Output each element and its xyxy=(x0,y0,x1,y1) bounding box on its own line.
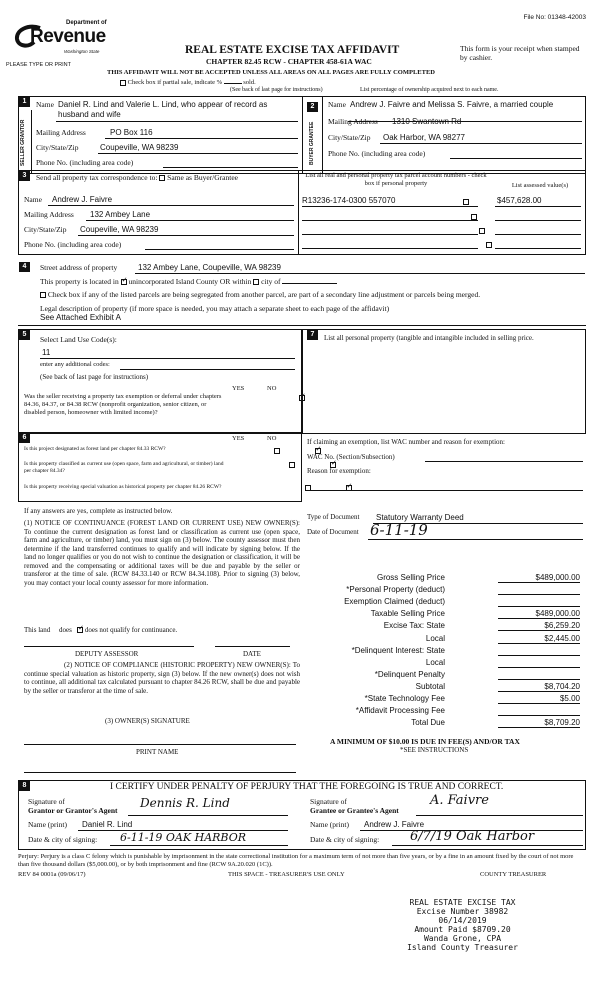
buyer-phone-label: Phone No. (including area code) xyxy=(328,149,426,158)
seller-name-field[interactable]: Daniel R. Lind and Valerie L. Lind, who appear of record as husband and wife xyxy=(58,100,268,119)
seller-city-field[interactable]: Coupeville, WA 98239 xyxy=(100,143,179,152)
fee-label: Local xyxy=(425,657,445,667)
fee-label: *Affidavit Processing Fee xyxy=(355,706,445,716)
reason-field[interactable] xyxy=(307,490,583,491)
reason-label: Reason for exemption: xyxy=(307,467,371,475)
fee-value-field[interactable] xyxy=(498,706,580,716)
additional-codes-field[interactable] xyxy=(120,369,295,370)
partial-sale-label: Check box if partial sale, indicate % xyxy=(127,79,223,86)
fee-value-field[interactable]: $6,259.20 xyxy=(498,621,580,631)
deputy-date-line[interactable] xyxy=(215,646,290,647)
form-chapter: CHAPTER 82.45 RCW - CHAPTER 458-61A WAC xyxy=(206,57,372,66)
grantor-date-label: Date & city of signing: xyxy=(28,835,98,844)
buyer-city-label: City/State/Zip xyxy=(328,133,371,142)
correspondence-name-label: Name xyxy=(24,195,42,204)
current-use-question: Is this property classified as current use (open space, farm and agricultural, or timber) land per chapter 84.34? xyxy=(24,461,224,474)
treasurer-use-label: THIS SPACE - TREASURER'S USE ONLY xyxy=(228,871,345,878)
land-use-see-back: (See back of last page for instructions) xyxy=(40,373,149,381)
street-address-label: Street address of property xyxy=(40,263,118,272)
stamp-excise-number: Excise Number 38982 xyxy=(416,907,509,916)
partial-sale-row xyxy=(120,79,256,86)
fee-row xyxy=(310,646,580,656)
deputy-assessor-line[interactable] xyxy=(24,646,194,647)
fee-label: Subtotal xyxy=(415,681,445,691)
minimum-fee-note: A MINIMUM OF $10.00 IS DUE IN FEE(S) AND/OR TAX xyxy=(330,737,520,746)
s6-no-header: NO xyxy=(267,435,277,442)
receipt-note: This form is your receipt when stamped by cashier. xyxy=(460,44,580,62)
city-of-label: city of xyxy=(261,277,281,286)
correspondence-label: Send all property tax correspondence to: xyxy=(36,173,158,182)
grantee-name-label: Name (print) xyxy=(310,820,349,829)
fee-row xyxy=(310,634,580,644)
fee-label: Exemption Claimed (deduct) xyxy=(344,597,445,607)
fee-row xyxy=(310,682,580,692)
personal-property-checkbox-4[interactable] xyxy=(486,242,492,248)
unincorporated-checkbox[interactable] xyxy=(121,279,127,285)
fee-row xyxy=(310,621,580,631)
section-7-number: 7 xyxy=(307,330,318,340)
deputy-assessor-label: DEPUTY ASSESSOR xyxy=(75,650,139,658)
segregated-checkbox[interactable] xyxy=(40,292,46,298)
form-warning: THIS AFFIDAVIT WILL NOT BE ACCEPTED UNLESS ALL AREAS ON ALL PAGES ARE FULLY COMPLETED xyxy=(107,69,435,76)
deferral-question: Was the seller receiving a property tax exemption or deferral under chapters 84.36, 84.37, or 84.38 RCW (nonprofit organization, senior citizen, or disabled person, homeowner with limited income)? xyxy=(24,393,222,416)
buyer-grantee-label: BUYER GRANTEE xyxy=(309,121,315,165)
fee-row xyxy=(310,706,580,716)
sold-label: sold. xyxy=(243,79,256,86)
segregated-row xyxy=(40,290,480,299)
fee-row xyxy=(310,573,580,583)
additional-codes-label: enter any additional codes: xyxy=(40,361,110,368)
notice-of-continuance: (1) NOTICE OF CONTINUANCE (FOREST LAND OR CURRENT USE) NEW OWNER(S): To continue the current designation as forest land or classification as current use (open space, farm and agriculture, or timber) land, you must sign on (3) below. The county assessor must then determine if the land transferred continues to qualify and will indicate by signing below. If the land no longer qualifies or you do not wish to continue the designation or classification, it will be removed and the compensating or additional taxes will be due and payable by the seller or transferor at the time of sale. (RCW 84.33.140 or RCW 84.34.108). Prior to signing (3) below, you may contact your local county assessor for more information. xyxy=(24,519,300,587)
fee-row xyxy=(310,694,580,704)
correspondence-phone-field[interactable] xyxy=(145,249,294,250)
correspondence-city-label: City/State/Zip xyxy=(24,225,67,234)
buyer-name-field[interactable]: Andrew J. Faivre and Melissa S. Faivre, a married couple xyxy=(350,100,554,109)
percentage-note: List percentage of ownership acquired next to each name. xyxy=(360,87,499,93)
treasurer-stamp xyxy=(380,898,545,952)
fee-value-field[interactable] xyxy=(498,670,580,680)
seller-mailing-label: Mailing Address xyxy=(36,128,86,137)
section-7-block xyxy=(302,329,586,434)
seller-name-label: Name xyxy=(36,100,54,109)
correspondence-row xyxy=(36,173,238,182)
grantee-date-field[interactable]: 6/7/19 Oak Harbor xyxy=(410,829,535,844)
correspondence-name-field[interactable]: Andrew J. Faivre xyxy=(52,195,113,204)
fee-label: *Delinquent Interest: State xyxy=(351,645,445,655)
form-title: REAL ESTATE EXCISE TAX AFFIDAVIT xyxy=(185,44,400,56)
unincorporated-label: unincorporated Island County OR within xyxy=(128,277,252,286)
historic-question: Is this property receiving special valuation as historical property per chapter 84.26 RCW? xyxy=(24,484,222,490)
logo-state-text: Washington State xyxy=(64,49,100,54)
assessed-value-1[interactable]: $457,628.00 xyxy=(497,196,542,205)
grantor-name-field[interactable]: Daniel R. Lind xyxy=(82,820,133,829)
fee-row xyxy=(310,609,580,619)
if-yes-note: If any answers are yes, complete as instructed below. xyxy=(24,507,173,515)
buyer-mailing-label: Mailing Address xyxy=(328,117,378,126)
qualify-does-not-checkbox[interactable] xyxy=(77,627,83,633)
logo-dept-line: Department of xyxy=(66,20,107,26)
correspondence-mailing-field[interactable]: 132 Ambey Lane xyxy=(90,210,151,219)
legal-description-label: Legal description of property (if more space is needed, you may attach a separate sheet to each page of the affidavit) xyxy=(40,304,390,313)
stamp-treasurer-name: Wanda Grone, CPA xyxy=(423,934,502,943)
doc-type-field[interactable]: Statutory Warranty Deed xyxy=(376,513,464,522)
grantor-agent-label: Grantor or Grantor's Agent xyxy=(28,806,118,815)
file-number: File No: 01348-42003 xyxy=(523,14,586,21)
fee-value-field[interactable]: $489,000.00 xyxy=(498,573,580,583)
fee-label: *Delinquent Penalty xyxy=(374,669,445,679)
correspondence-mailing-label: Mailing Address xyxy=(24,210,74,219)
fee-label: Total Due xyxy=(411,718,445,728)
fee-value-field[interactable] xyxy=(498,597,580,607)
buyer-mailing-field[interactable]: 1310 Swantown Rd xyxy=(392,117,462,126)
forest-yes-checkbox[interactable] xyxy=(274,448,280,454)
fee-row xyxy=(310,585,580,595)
s5-yes-header: YES xyxy=(232,385,245,392)
section-5-block xyxy=(18,329,302,434)
fee-row xyxy=(310,597,580,607)
print-name-label: PRINT NAME xyxy=(136,748,179,756)
parcel-header: List all real and personal property tax parcel account numbers - check box if personal property xyxy=(305,172,487,187)
department-of-revenue-logo xyxy=(14,20,114,60)
fee-label: *State Technology Fee xyxy=(364,694,445,703)
city-of-field[interactable] xyxy=(282,283,337,284)
location-row xyxy=(40,277,337,286)
deputy-date-label: DATE xyxy=(243,650,261,658)
certify-statement: I CERTIFY UNDER PENALTY OF PERJURY THAT THE FOREGOING IS TRUE AND CORRECT. xyxy=(110,782,504,792)
section-1-number: 1 xyxy=(19,97,30,107)
grantor-date-field[interactable]: 6-11-19 OAK HARBOR xyxy=(120,831,247,844)
fee-value-field[interactable]: $2,445.00 xyxy=(498,634,580,644)
fee-row xyxy=(310,658,580,668)
grantee-signature[interactable]: A. Faivre xyxy=(430,793,489,808)
form-revision: REV 84 0001a (09/06/17) xyxy=(18,871,86,878)
fee-value-field[interactable]: $5.00 xyxy=(498,694,580,704)
buyer-phone-field[interactable] xyxy=(450,158,582,159)
qualify-row xyxy=(24,626,177,634)
section-4-number: 4 xyxy=(19,262,30,272)
fee-value-field[interactable]: $489,000.00 xyxy=(498,609,580,619)
stamp-title: REAL ESTATE EXCISE TAX xyxy=(409,898,516,907)
buyer-city-field[interactable]: Oak Harbor, WA 98277 xyxy=(383,133,465,142)
exemption-label: If claiming an exemption, list WAC number and reason for exemption: xyxy=(307,438,505,446)
s6-yes-header: YES xyxy=(232,435,245,442)
grantee-date-label: Date & city of signing: xyxy=(310,835,380,844)
fee-value-field[interactable] xyxy=(498,585,580,595)
this-land-label: This land xyxy=(24,626,51,634)
s5-no-header: NO xyxy=(267,385,277,392)
print-name-line[interactable] xyxy=(24,772,296,773)
wac-field[interactable] xyxy=(425,461,583,462)
grantee-agent-label: Grantee or Grantee's Agent xyxy=(310,806,399,815)
fee-label: Excise Tax: State xyxy=(383,621,445,631)
seller-mailing-field[interactable]: PO Box 116 xyxy=(110,128,153,137)
grantor-signature-label: Signature of xyxy=(28,797,65,806)
segregated-label: Check box if any of the listed parcels are being segregated from another parcel, are part of a secondary line adjustment or parcels being merged. xyxy=(47,290,481,299)
forest-land-question: Is this project designated as forest land per chapter 84.33 RCW? xyxy=(24,446,166,452)
personal-property-label: List all personal property (tangible and intangible included in selling price. xyxy=(324,334,534,342)
correspondence-phone-label: Phone No. (including area code) xyxy=(24,240,122,249)
personal-property-checkbox-1[interactable] xyxy=(463,199,469,205)
fee-row xyxy=(310,670,580,680)
same-as-buyer-checkbox[interactable] xyxy=(159,175,165,181)
section-8-number: 8 xyxy=(19,781,30,791)
county-treasurer-label: COUNTY TREASURER xyxy=(480,871,547,878)
fee-label: *Personal Property (deduct) xyxy=(346,585,445,595)
section-6-number: 6 xyxy=(19,433,30,443)
perjury-notice: Perjury: Perjury is a class C felony which is punishable by imprisonment in the state correctional institution for a maximum term of not more than five years, or by a fine in an amount fixed by the court of not more than five thousand dollars ($5,000.00), or by both imprisonment and fine (RCW 9A.20.020 (1C)). xyxy=(18,853,574,868)
fee-value-field[interactable]: $8,704.20 xyxy=(498,682,580,692)
fee-label: Local xyxy=(425,633,445,643)
fee-value-field[interactable]: $8,709.20 xyxy=(498,718,580,728)
please-type-note: PLEASE TYPE OR PRINT xyxy=(6,62,72,68)
grantee-name-field[interactable]: Andrew J. Faivre xyxy=(364,820,425,829)
section-5-number: 5 xyxy=(19,330,30,340)
assessed-header: List assessed value(s) xyxy=(511,182,569,189)
stamp-treasurer-title: Island County Treasurer xyxy=(407,943,518,952)
fee-value-field[interactable] xyxy=(498,658,580,668)
legal-description-field[interactable]: See Attached Exhibit A xyxy=(40,313,121,322)
city-checkbox[interactable] xyxy=(253,279,259,285)
section-3-number: 3 xyxy=(19,171,30,181)
personal-property-checkbox-3[interactable] xyxy=(479,228,485,234)
land-use-code-field[interactable]: 11 xyxy=(42,348,51,357)
grantor-signature[interactable]: Dennis R. Lind xyxy=(140,796,230,810)
stamp-amount-paid: Amount Paid $8709.20 xyxy=(414,925,511,934)
grantee-signature-label: Signature of xyxy=(310,797,347,806)
owner-signature-label: (3) OWNER(S) SIGNATURE xyxy=(105,717,190,725)
same-as-buyer-label: Same as Buyer/Grantee xyxy=(167,173,238,182)
fee-row xyxy=(310,718,580,728)
seller-city-label: City/State/Zip xyxy=(36,143,79,152)
buyer-name-label: Name xyxy=(328,100,346,109)
current-use-yes-checkbox[interactable] xyxy=(289,462,295,468)
doc-type-label: Type of Document xyxy=(307,513,360,521)
seller-phone-label: Phone No. (including area code) xyxy=(36,158,134,167)
wac-label: WAC No. (Section/Subsection) xyxy=(307,453,395,461)
fee-value-field[interactable] xyxy=(498,646,580,656)
street-address-field[interactable]: 132 Ambey Lane, Coupeville, WA 98239 xyxy=(138,263,281,272)
partial-sale-percent-field[interactable] xyxy=(224,83,242,84)
stamp-date: 06/14/2019 xyxy=(438,916,487,925)
correspondence-city-field[interactable]: Coupeville, WA 98239 xyxy=(80,225,159,234)
does-not-label: does not qualify for continuance. xyxy=(84,626,178,634)
seller-grantor-label: SELLER GRANTOR xyxy=(20,119,26,167)
notice-of-compliance: (2) NOTICE OF COMPLIANCE (HISTORIC PROPERTY) NEW OWNER(S): To continue special valuation as historic property, sign (3) below. If the new owner(s) does not wish to continue, all additional tax calculated pursuant to chapter 84.26 RCW, shall be due and payable by the seller or transferor at the time of sale. xyxy=(24,661,300,695)
fee-label: Gross Selling Price xyxy=(376,573,445,582)
grantor-name-label: Name (print) xyxy=(28,820,67,829)
seller-phone-field[interactable] xyxy=(163,167,298,168)
see-instructions-note: *SEE INSTRUCTIONS xyxy=(400,746,469,754)
see-back-note: (See back of last page for instructions) xyxy=(230,87,323,93)
does-label: does xyxy=(59,626,72,634)
parcel-number-1[interactable]: R13236-174-0300 557070 xyxy=(302,196,396,205)
owner-signature-line[interactable] xyxy=(24,744,296,745)
partial-sale-checkbox[interactable] xyxy=(120,80,126,86)
doc-date-label: Date of Document xyxy=(307,528,359,536)
fee-label: Taxable Selling Price xyxy=(370,609,445,619)
logo-revenue-text: Revenue xyxy=(30,26,106,47)
located-label: This property is located in xyxy=(40,277,119,286)
personal-property-checkbox-2[interactable] xyxy=(471,214,477,220)
doc-date-field[interactable]: 6-11-19 xyxy=(370,521,428,539)
land-use-label: Select Land Use Code(s): xyxy=(40,335,117,344)
section-2-number: 2 xyxy=(307,102,318,112)
